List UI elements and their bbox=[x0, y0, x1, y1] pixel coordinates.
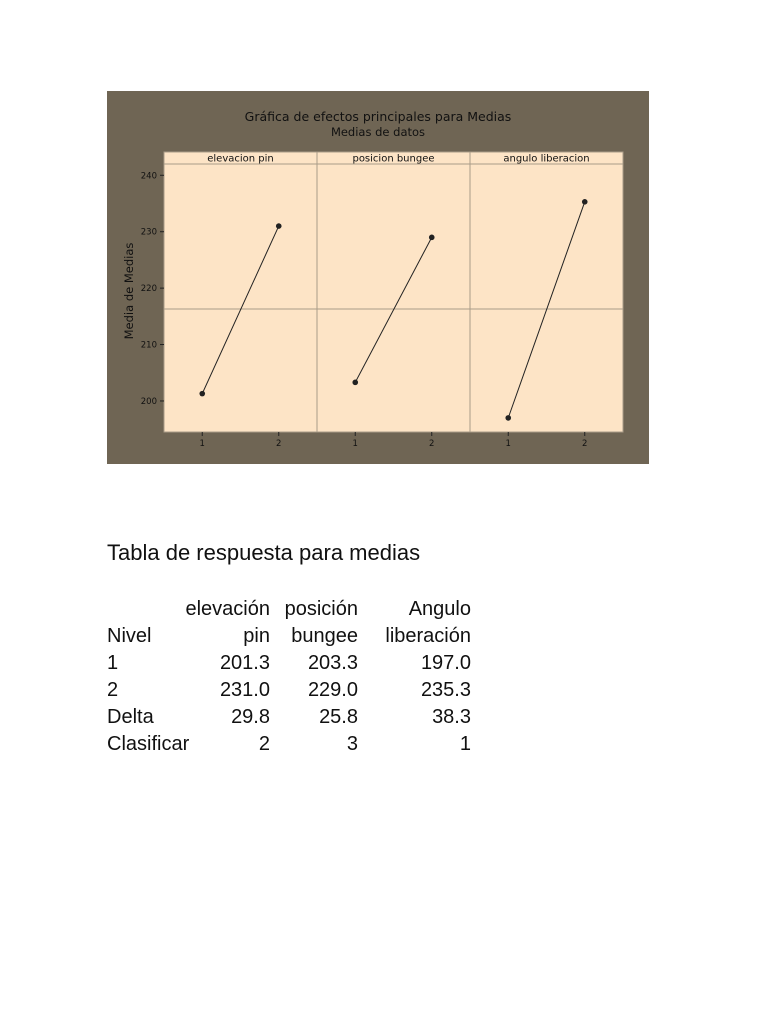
data-cell: 2 bbox=[107, 679, 119, 701]
x-tick-label: 2 bbox=[429, 439, 435, 449]
data-point bbox=[352, 380, 358, 386]
x-tick-label: 1 bbox=[352, 439, 358, 449]
y-tick-label: 200 bbox=[140, 396, 157, 407]
y-axis-label: Media de Medias bbox=[122, 242, 136, 340]
x-tick-label: 1 bbox=[199, 439, 205, 449]
chart-subtitle: Medias de datos bbox=[330, 125, 426, 139]
data-point bbox=[429, 235, 435, 241]
data-cell: Clasificar bbox=[107, 733, 190, 755]
table-title: Tabla de respuesta para medias bbox=[107, 540, 421, 565]
data-cell: 235.3 bbox=[420, 679, 471, 701]
data-cell: 25.8 bbox=[319, 706, 358, 728]
header-cell: Nivel bbox=[107, 625, 152, 647]
facet-label: elevacion pin bbox=[207, 153, 274, 165]
y-tick-label: 210 bbox=[140, 340, 157, 351]
data-point bbox=[505, 415, 511, 421]
data-cell: 3 bbox=[346, 733, 358, 755]
header-cell: elevación bbox=[185, 598, 270, 620]
chart-title: Gráfica de efectos principales para Medias bbox=[244, 109, 512, 124]
data-cell: 1 bbox=[459, 733, 471, 755]
data-cell: 38.3 bbox=[432, 706, 471, 728]
data-point bbox=[582, 199, 588, 205]
x-tick-label: 2 bbox=[276, 439, 282, 449]
data-cell: 1 bbox=[107, 652, 119, 674]
facet-label: angulo liberacion bbox=[503, 153, 590, 165]
data-cell: 197.0 bbox=[420, 652, 471, 674]
y-tick-label: 240 bbox=[140, 171, 157, 182]
data-cell: 2 bbox=[258, 733, 270, 755]
data-cell: 231.0 bbox=[219, 679, 270, 701]
data-cell: 201.3 bbox=[219, 652, 270, 674]
header-cell: bungee bbox=[291, 625, 358, 647]
chart-svg bbox=[107, 91, 649, 464]
data-point bbox=[199, 391, 205, 397]
x-tick-label: 2 bbox=[582, 439, 588, 449]
facet-label: posicion bungee bbox=[352, 153, 435, 165]
data-point bbox=[276, 223, 282, 229]
header-cell: liberación bbox=[385, 625, 471, 647]
x-tick-label: 1 bbox=[505, 439, 511, 449]
data-cell: 203.3 bbox=[307, 652, 358, 674]
data-cell: 29.8 bbox=[231, 706, 270, 728]
data-cell: Delta bbox=[107, 706, 154, 728]
data-cell: 229.0 bbox=[307, 679, 358, 701]
main-effects-chart bbox=[107, 91, 649, 464]
header-cell: Angulo bbox=[408, 598, 471, 620]
plot-area bbox=[164, 164, 623, 432]
y-tick-label: 220 bbox=[140, 284, 157, 295]
header-cell: pin bbox=[243, 625, 270, 647]
y-tick-label: 230 bbox=[140, 227, 157, 238]
header-cell: posición bbox=[284, 598, 358, 620]
